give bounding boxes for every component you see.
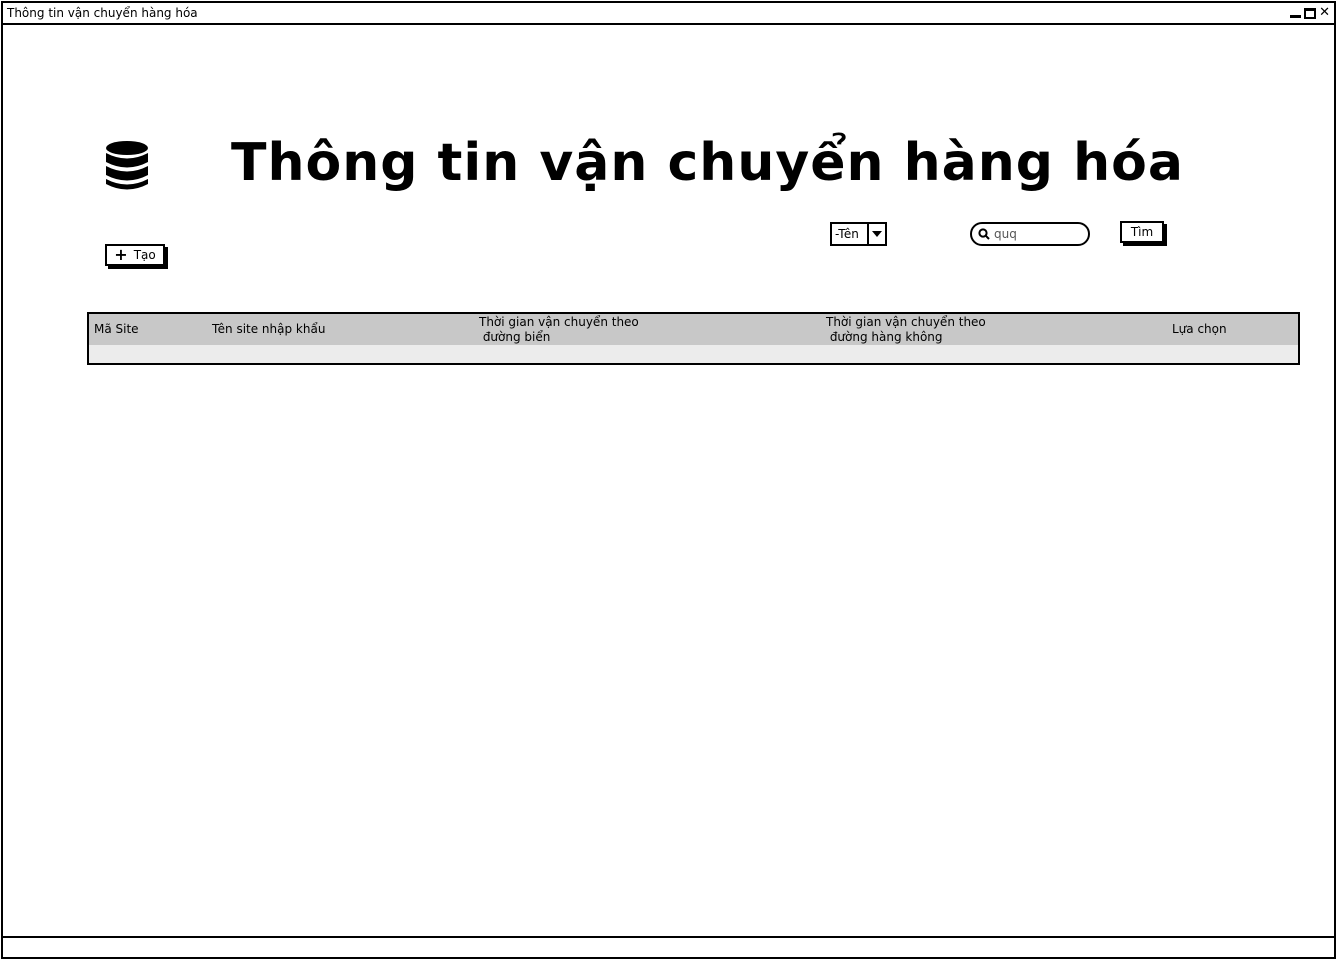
search-icon (978, 228, 990, 240)
maximize-icon[interactable] (1304, 8, 1316, 19)
column-header-air-shipping-time[interactable]: Thời gian vận chuyển theo đường hàng không (826, 315, 986, 344)
column-header-sea-shipping-time[interactable]: Thời gian vận chuyển theo đường biển (479, 315, 639, 344)
table-header (89, 314, 1298, 345)
create-button-label: Tạo (133, 248, 156, 262)
column-header-site-code[interactable]: Mã Site (94, 322, 139, 336)
search-button[interactable]: Tìm (1120, 221, 1164, 243)
column-header-options[interactable]: Lựa chọn (1172, 322, 1227, 336)
database-icon (103, 140, 151, 192)
plus-icon: + (114, 245, 128, 264)
status-bar (3, 936, 1334, 957)
window-title: Thông tin vận chuyển hàng hóa (7, 6, 198, 20)
search-box[interactable] (970, 222, 1090, 246)
dropdown-toggle[interactable] (867, 224, 885, 244)
window-controls (1290, 6, 1330, 19)
close-icon[interactable]: ✕ (1319, 5, 1330, 20)
search-field-select[interactable] (830, 222, 887, 246)
table-row (89, 345, 1298, 363)
app-window (1, 1, 1336, 959)
minimize-icon[interactable] (1290, 15, 1301, 18)
column-header-import-site-name[interactable]: Tên site nhập khẩu (212, 322, 326, 336)
search-input[interactable] (994, 227, 1084, 241)
search-field-value: -Tên (835, 227, 859, 241)
title-bar (3, 3, 1334, 25)
data-table (87, 312, 1300, 365)
chevron-down-icon (872, 231, 882, 237)
page-title: Thông tin vận chuyển hàng hóa (231, 133, 1184, 193)
create-button[interactable] (105, 244, 165, 266)
